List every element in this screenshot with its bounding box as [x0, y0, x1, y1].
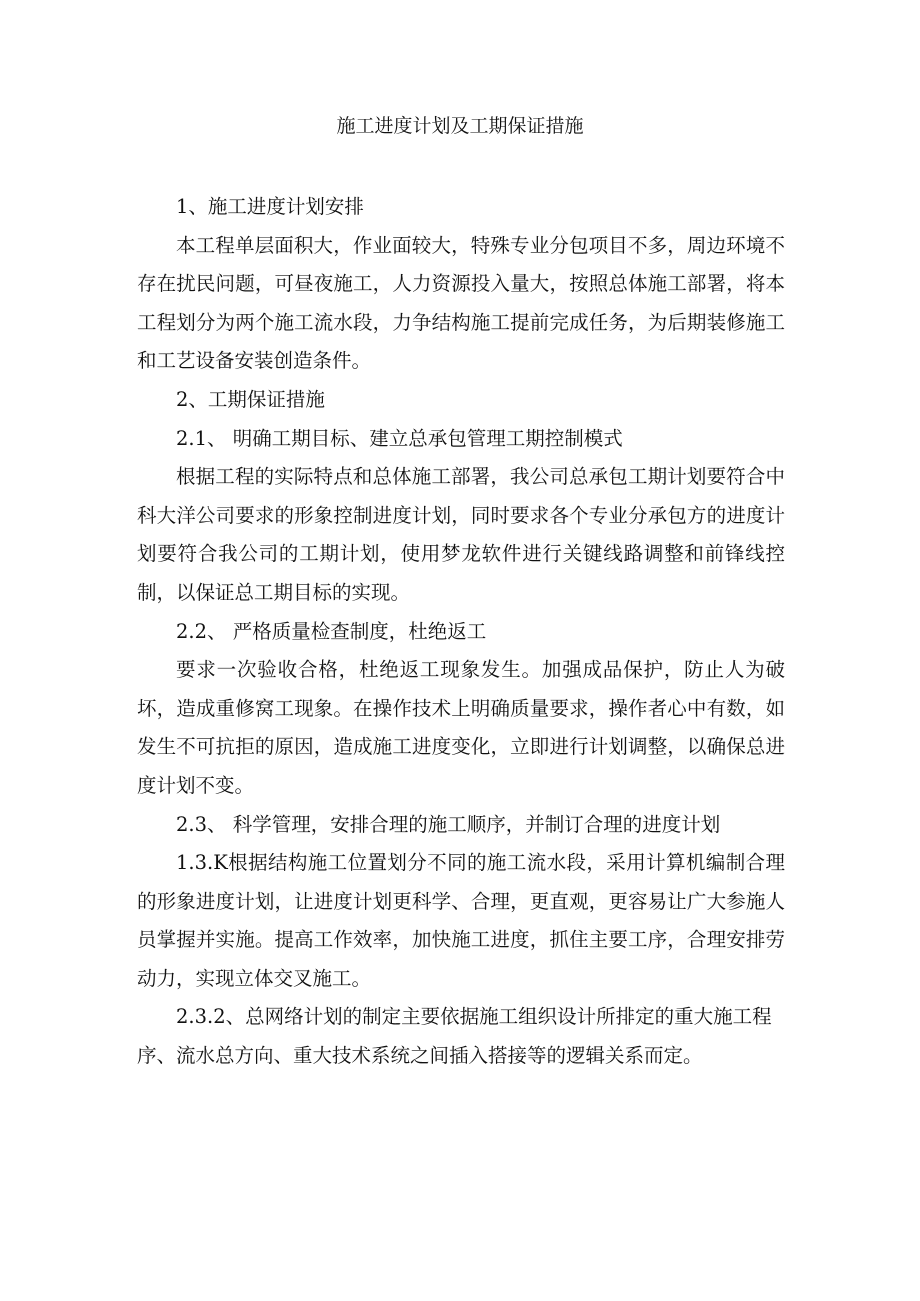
subsection-heading-2-2: 2.2、 严格质量检查制度，杜绝返工	[176, 619, 487, 643]
section-heading-2: 2、工期保证措施	[176, 387, 325, 411]
subsection-heading-2-1: 2.1、 明确工期目标、建立总承包管理工期控制模式	[176, 426, 623, 450]
paragraph-quality-inspection: 要求一次验收合格，杜绝返工现象发生。加强成品保护，防止人为破坏，造成重修窝工现象。在操作技术上明确质量要求，操作者心中有数，如发生不可抗拒的原因，造成施工进度变化，立即进行计划调整，以确保总进度计划不变。	[137, 658, 785, 797]
paragraph-duration-goal: 根据工程的实际特点和总体施工部署，我公司总承包工期计划要符合中科大洋公司要求的形象控制进度计划，同时要求各个专业分承包方的进度计划要符合我公司的工期计划，使用梦龙软件进行关键线路调整和前锋线控制，以保证总工期目标的实现。	[137, 465, 785, 604]
paragraph-schedule-arrangement: 本工程单层面积大，作业面较大，特殊专业分包项目不多，周边环境不存在扰民问题，可昼夜施工，人力资源投入量大，按照总体施工部署，将本工程划分为两个施工流水段，力争结构施工提前完成任务，为后期装修施工和工艺设备安装创造条件。	[137, 233, 785, 373]
document-title: 施工进度计划及工期保证措施	[336, 115, 584, 137]
section-heading-1: 1、施工进度计划安排	[176, 195, 364, 218]
paragraph-scientific-management: 1.3.K根据结构施工位置划分不同的施工流水段，采用计算机编制合理的形象进度计划，让进度计划更科学、合理，更直观，更容易让广大参施人员掌握并实施。提高工作效率，加快施工进度，抓住主要工序，合理安排劳动力，实现立体交叉施工。	[137, 851, 785, 990]
paragraph-network-plan: 2.3.2、总网络计划的制定主要依据施工组织设计所排定的重大施工程序、流水总方向、重大技术系统之间插入搭接等的逻辑关系而定。	[137, 1005, 772, 1068]
subsection-heading-2-3: 2.3、 科学管理，安排合理的施工顺序，并制订合理的进度计划	[176, 812, 721, 836]
document-body	[137, 188, 785, 1076]
